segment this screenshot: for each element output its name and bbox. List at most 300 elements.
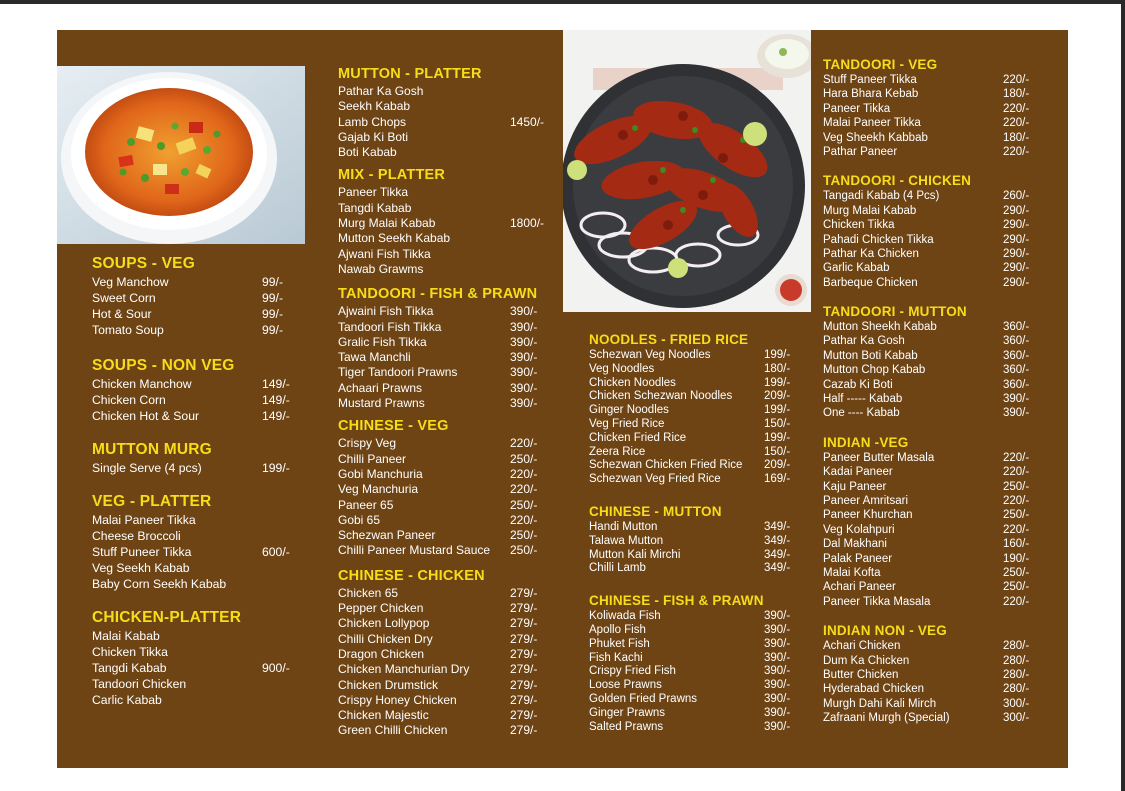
menu-item-price: 1450/- [510,114,545,129]
menu-item-name: Boti Kabab [338,145,397,160]
menu-item-name: Phuket Fish [589,637,650,650]
menu-item [92,274,297,290]
menu-section [823,434,1038,609]
menu-item-name: Chicken Corn [92,393,166,407]
menu-item-price: 280/- [1003,654,1030,667]
menu-item-name: Murg Malai Kabab [338,216,436,231]
menu-item-price: 279/- [510,692,538,707]
menu-item [589,679,804,693]
menu-item [92,322,297,338]
menu-item [338,365,553,380]
menu-item [92,660,297,676]
menu-item [338,708,553,723]
menu-item-name: Salted Prawns [589,720,664,733]
menu-item [92,528,297,544]
menu-item-name: Hot & Sour [92,307,152,321]
menu-item-price: 220/- [510,482,538,497]
menu-item-name: Paneer Tikka [823,102,891,115]
menu-item-price: 209/- [764,459,791,472]
menu-item-price: 390/- [764,692,791,705]
menu-item-price: 180/- [1003,131,1030,144]
menu-page [57,30,1068,768]
menu-item-price: 390/- [510,380,538,395]
menu-item-name: Zeera Rice [589,445,646,458]
menu-item [823,566,1038,580]
menu-item [589,459,804,473]
menu-section [92,492,297,592]
menu-item-name: Malai Paneer Tikka [92,513,196,527]
menu-item-price: 349/- [764,534,791,547]
menu-item-price: 149/- [262,393,290,407]
menu-item-name: Chilli Paneer Mustard Sauce [338,543,491,558]
menu-item-price: 900/- [262,661,290,675]
menu-item-name: Stuff Paneer Tikka [823,74,917,86]
menu-item-price: 99/- [262,323,284,337]
menu-item-price: 250/- [1003,581,1030,594]
menu-item-name: Cazab Ki Boti [823,378,893,391]
menu-item-price: 99/- [262,307,284,321]
menu-item [338,115,553,130]
menu-item-name: Cheese Broccoli [92,529,181,543]
menu-item-name: Nawab Grawms [338,261,424,276]
menu-item [589,707,804,721]
section-title: INDIAN NON - VEG [823,623,947,639]
menu-item [92,392,297,408]
menu-item-name: Chilli Chicken Dry [338,631,433,646]
menu-item [589,535,804,549]
menu-item-name: Chicken Tikka [92,645,168,659]
menu-column-3 [589,331,804,734]
menu-item [338,247,553,262]
menu-item [823,189,1038,203]
menu-item [338,84,553,99]
menu-item-name: Ginger Prawns [589,706,666,719]
menu-item [823,697,1038,711]
menu-item [338,231,553,246]
menu-section [92,608,297,708]
menu-item [338,185,553,200]
menu-item [823,363,1038,377]
section-title: CHINESE - MUTTON [589,503,722,519]
menu-item-price: 290/- [1003,276,1030,289]
menu-item-name: Barbeque Chicken [823,276,918,289]
menu-item [338,467,553,482]
section-title: TANDOORI - VEG [823,57,938,72]
menu-item-price: 220/- [1003,523,1030,536]
menu-item-price: 250/- [510,451,538,466]
menu-item-name: Gralic Fish Tikka [338,334,427,349]
menu-item [338,543,553,558]
menu-item-name: Hyderabad Chicken [823,683,925,696]
menu-item-name: Ajwani Fish Tikka [338,246,431,261]
menu-item [823,247,1038,261]
menu-item-name: Hara Bhara Kebab [823,88,919,101]
menu-item-name: Golden Fried Prawns [589,692,698,705]
menu-item-price: 390/- [764,679,791,692]
menu-item-name: Veg Kolahpuri [823,523,895,536]
menu-item [338,528,553,543]
soup-bowl-photo [57,66,305,244]
menu-item [92,544,297,560]
menu-item-price: 220/- [1003,74,1030,86]
menu-item-price: 390/- [1003,393,1030,406]
menu-item [823,334,1038,348]
menu-item [589,624,804,638]
menu-item [589,721,804,735]
section-title: CHICKEN-PLATTER [92,609,242,626]
section-title: TANDOORI - CHICKEN [823,173,972,189]
menu-item-price: 390/- [510,396,538,411]
menu-item [823,87,1038,101]
menu-item-price: 600/- [262,545,290,559]
menu-item-price: 180/- [1003,88,1030,101]
menu-item-name: Dal Makhani [823,538,887,551]
menu-item-name: Gobi Manchuria [338,466,423,481]
menu-item-name: Chicken Drumstick [338,677,439,692]
menu-section [823,303,1038,421]
menu-item [92,628,297,644]
menu-item-name: Single Serve (4 pcs) [92,461,202,475]
menu-item-name: Kaju Paneer [823,480,887,493]
menu-item-price: 220/- [510,436,538,451]
menu-item [338,396,553,411]
menu-item-price: 349/- [764,520,791,533]
menu-item-price: 150/- [764,445,791,458]
menu-item [338,436,553,451]
menu-item [338,216,553,231]
menu-item [338,632,553,647]
menu-item-name: Zafraani Murgh (Special) [823,712,950,725]
menu-item-name: Ajwaini Fish Tikka [338,304,434,319]
menu-item-name: Achari Chicken [823,640,901,653]
menu-section [92,356,297,424]
menu-item-name: Garlic Kabab [823,262,890,275]
menu-item [823,145,1038,159]
menu-section [338,567,553,739]
menu-item [338,145,553,160]
menu-item [92,290,297,306]
menu-item [92,560,297,576]
menu-item-price: 360/- [1003,378,1030,391]
menu-item-price: 390/- [764,720,791,733]
menu-item [92,408,297,424]
menu-item [338,304,553,319]
menu-item-name: Mutton Boti Kabab [823,349,918,362]
menu-item-price: 279/- [510,631,538,646]
menu-item [589,363,804,377]
menu-item-price: 220/- [1003,102,1030,115]
menu-item [823,261,1038,275]
menu-item [823,204,1038,218]
menu-item-name: Murgh Dahi Kali Mirch [823,697,937,710]
menu-item-name: One ---- Kabab [823,407,900,420]
menu-item-name: Pahadi Chicken Tikka [823,233,934,246]
menu-item [589,549,804,563]
menu-section [338,166,553,277]
menu-item-price: 169/- [764,473,791,486]
menu-item-name: Mustard Prawns [338,396,425,411]
menu-item [823,523,1038,537]
menu-item [338,662,553,677]
menu-item-name: Murg Malai Kabab [823,204,917,217]
menu-item-price: 279/- [510,723,538,738]
menu-item [92,460,297,476]
menu-item-name: Koliwada Fish [589,610,661,623]
menu-item-name: Schezwan Veg Fried Rice [589,473,721,486]
menu-item-name: Paneer Butter Masala [823,451,935,464]
menu-item [338,693,553,708]
menu-item-name: Pepper Chicken [338,601,424,616]
menu-item-price: 279/- [510,616,538,631]
menu-item [338,513,553,528]
menu-item-price: 300/- [1003,712,1030,725]
menu-item-name: Carlic Kabab [92,693,162,707]
menu-item-name: Veg Sheekh Kabbab [823,131,928,144]
section-title: MIX - PLATTER [338,167,446,184]
menu-item [92,376,297,392]
menu-item-name: Baby Corn Seekh Kabab [92,577,227,591]
menu-item [338,335,553,350]
menu-item-name: Pathar Ka Gosh [823,335,905,348]
menu-item-name: Gobi 65 [338,512,381,527]
menu-column-1 [92,254,297,708]
menu-item [823,116,1038,130]
menu-item-price: 250/- [510,528,538,543]
menu-item-price: 190/- [1003,552,1030,565]
menu-item [823,580,1038,594]
menu-item-price: 199/- [764,376,791,389]
menu-item [823,451,1038,465]
menu-item [823,494,1038,508]
menu-item [589,693,804,707]
menu-item-name: Schezwan Paneer [338,528,436,543]
menu-section [338,65,553,160]
menu-item-name: Mutton Seekh Kabab [338,231,451,246]
menu-section [92,440,297,476]
menu-item [338,262,553,277]
menu-item-price: 279/- [510,601,538,616]
menu-item-price: 220/- [1003,117,1030,130]
menu-item-price: 150/- [764,417,791,430]
menu-item [823,131,1038,145]
menu-item-name: Tandoori Chicken [92,677,187,691]
menu-section [338,417,553,558]
section-title: MUTTON MURG [92,441,212,458]
menu-item-price: 280/- [1003,683,1030,696]
menu-item-name: Achari Paneer [823,581,896,594]
menu-section [92,254,297,338]
menu-item-price: 279/- [510,646,538,661]
menu-item-name: Pathar Ka Gosh [338,84,424,98]
menu-item [338,350,553,365]
section-title: VEG - PLATTER [92,493,212,510]
menu-item [589,610,804,624]
menu-item [823,102,1038,116]
menu-item-price: 279/- [510,677,538,692]
menu-item [92,644,297,660]
menu-item [589,404,804,418]
menu-section [589,331,804,487]
menu-item-name: Stuff Puneer Tikka [92,545,192,559]
menu-item-price: 349/- [764,548,791,561]
menu-item-name: Chicken Noodles [589,376,676,389]
menu-item-name: Malai Kofta [823,566,881,579]
menu-section [589,503,804,576]
menu-item [589,638,804,652]
menu-item-price: 199/- [764,404,791,417]
menu-section [823,56,1038,159]
menu-item-name: Schezwan Veg Noodles [589,349,711,361]
menu-item-name: Green Chilli Chicken [338,723,448,738]
menu-item-name: Dragon Chicken [338,646,425,661]
menu-item-name: Gajab Ki Boti [338,129,409,144]
menu-item-price: 220/- [1003,145,1030,158]
menu-item-price: 260/- [1003,190,1030,203]
menu-item-name: Seekh Kabab [338,99,411,114]
menu-item-name: Tangdi Kabab [92,661,167,675]
menu-section [589,592,804,734]
menu-item-name: Chicken Hot & Sour [92,409,200,423]
menu-item-price: 250/- [1003,509,1030,522]
menu-item [823,639,1038,653]
menu-item-price: 290/- [1003,233,1030,246]
menu-item [589,521,804,535]
menu-item [823,480,1038,494]
menu-item-name: Tawa Manchli [338,350,411,365]
menu-section [338,285,553,411]
menu-item-name: Crispy Veg [338,436,397,451]
menu-item-price: 220/- [1003,595,1030,608]
section-title: INDIAN -VEG [823,434,909,450]
menu-item-name: Chicken Schezwan Noodles [589,390,733,403]
menu-item [338,616,553,631]
menu-item [823,552,1038,566]
menu-item [92,676,297,692]
menu-item [338,678,553,693]
section-title: CHINESE - CHICKEN [338,567,485,584]
menu-item-name: Paneer Khurchan [823,509,913,522]
menu-section [823,622,1038,725]
menu-item [589,377,804,391]
menu-section [823,172,1038,290]
menu-item [823,406,1038,420]
menu-item-name: Malai Kabab [92,629,160,643]
menu-item-name: Talawa Mutton [589,534,664,547]
menu-item [338,452,553,467]
menu-item [338,647,553,662]
menu-item [823,654,1038,668]
menu-item-name: Chicken Tikka [823,219,895,232]
menu-item-name: Paneer Tikka Masala [823,595,931,608]
menu-item-name: Tiger Tandoori Prawns [338,365,458,380]
menu-item-name: Chilli Paneer [338,451,407,466]
menu-item [823,378,1038,392]
menu-item-name: Veg Noodles [589,362,655,375]
menu-item-price: 1800/- [510,216,545,231]
menu-item-name: Veg Fried Rice [589,417,665,430]
menu-item [823,392,1038,406]
menu-item-name: Chicken Manchurian Dry [338,662,470,677]
menu-item-price: 280/- [1003,668,1030,681]
menu-item [823,349,1038,363]
menu-item-price: 290/- [1003,262,1030,275]
section-title: TANDOORI - FISH & PRAWN [338,286,538,303]
menu-item-name: Ginger Noodles [589,404,669,417]
menu-item [589,418,804,432]
menu-item-price: 349/- [764,562,791,575]
menu-item-name: Paneer 65 [338,497,394,512]
menu-column-2 [338,65,553,739]
menu-item [823,508,1038,522]
menu-item-price: 390/- [764,651,791,664]
menu-item-price: 220/- [1003,494,1030,507]
menu-item-price: 390/- [510,350,538,365]
menu-item-name: Achaari Prawns [338,380,423,395]
menu-item [338,723,553,738]
menu-item-price: 250/- [1003,566,1030,579]
menu-item-price: 390/- [764,610,791,623]
menu-item-price: 220/- [1003,466,1030,479]
menu-item-name: Chilli Lamb [589,562,646,575]
menu-item-name: Half ----- Kabab [823,393,903,406]
menu-item-price: 180/- [764,362,791,375]
menu-item-name: Chicken Lollypop [338,616,430,631]
menu-item [823,320,1038,334]
menu-item [823,465,1038,479]
menu-item-name: Sweet Corn [92,291,156,305]
menu-item-price: 250/- [510,543,538,558]
menu-item [338,498,553,513]
menu-item-name: Chicken Fried Rice [589,431,687,444]
menu-item-price: 390/- [764,665,791,678]
menu-item-price: 390/- [510,334,538,349]
menu-item-price: 99/- [262,275,284,289]
menu-item-name: Mutton Sheekh Kabab [823,321,937,334]
menu-item [823,276,1038,290]
menu-item-name: Crispy Fried Fish [589,665,676,678]
menu-item-name: Pathar Paneer [823,145,898,158]
menu-item-price: 279/- [510,662,538,677]
menu-item [589,432,804,446]
menu-item [92,512,297,528]
menu-item-price: 390/- [764,706,791,719]
menu-item-name: Tomato Soup [92,323,164,337]
menu-item-price: 250/- [510,497,538,512]
menu-item-name: Paneer Tikka [338,185,409,200]
menu-item-price: 160/- [1003,538,1030,551]
menu-item-price: 290/- [1003,204,1030,217]
menu-item-price: 149/- [262,377,290,391]
menu-item-name: Schezwan Chicken Fried Rice [589,459,743,472]
menu-item-name: Handi Mutton [589,520,658,533]
menu-item [823,711,1038,725]
section-title: CHINESE - VEG [338,418,449,435]
menu-item [92,306,297,322]
menu-item [589,665,804,679]
menu-item-price: 290/- [1003,219,1030,232]
menu-item-name: Pathar Ka Chicken [823,247,919,260]
menu-item [823,218,1038,232]
menu-item-name: Malai Paneer Tikka [823,117,921,130]
menu-item [92,576,297,592]
menu-item [589,473,804,487]
menu-item [589,652,804,666]
menu-item-name: Veg Manchuria [338,482,419,497]
menu-item [338,99,553,114]
menu-item [338,601,553,616]
menu-item-name: Veg Manchow [92,275,169,289]
menu-item-name: Tangdi Kabab [338,200,412,215]
